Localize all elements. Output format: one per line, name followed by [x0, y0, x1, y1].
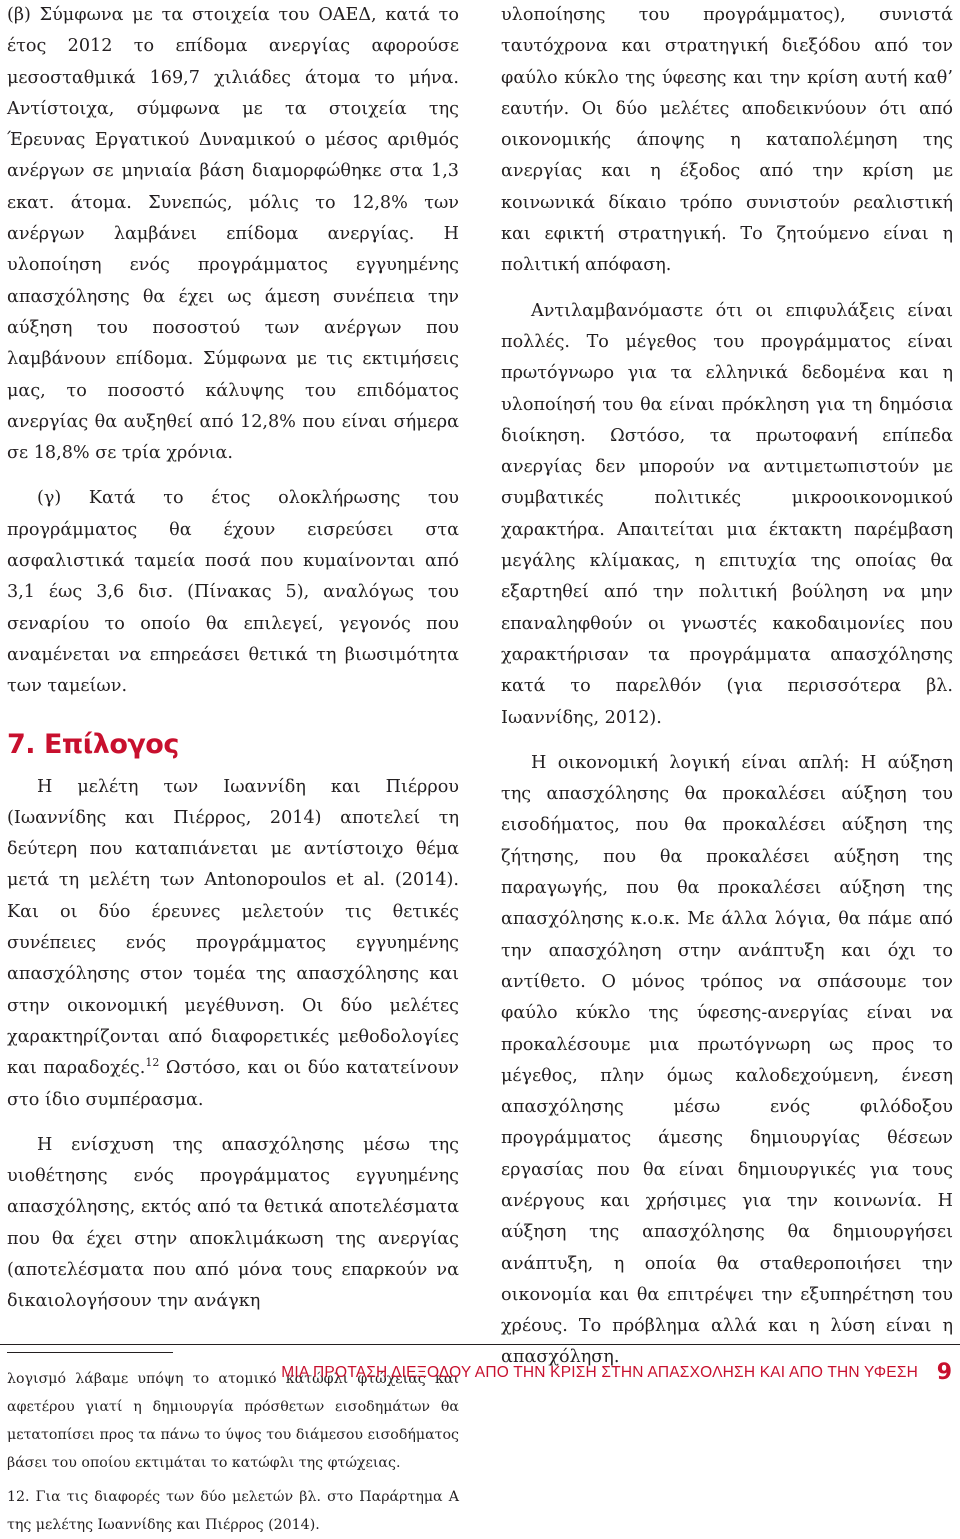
footer-divider	[0, 1344, 960, 1345]
right-column	[501, 0, 953, 1374]
paragraph-studies	[7, 772, 459, 1116]
paragraph-exit-strategy: υλοποίησης του προγράμματος), συνιστά ταυτόχρονα και στρατηγική διεξόδου από τον φαύλο κύκλο της ύφεσης και την κρίση αυτή καθ’ εαυτήν. Οι δύο μελέτες αποδεικνύουν ότι από οικονομικής άποψης η καταπολέμηση της ανεργίας και η έξοδος από την κρίση με κοινωνικά δίκαιο τρόπο συνιστούν ρεαλιστική και εφικτή στρατηγική. Το ζητούμενο είναι η πολιτική απόφαση.	[501, 5, 953, 276]
section-number: 7.	[7, 728, 36, 760]
page-number: 9	[936, 1360, 952, 1385]
footnote-ref-12: 12	[145, 1056, 160, 1070]
paragraph-unemployment-benefit: (β) Σύμφωνα με τα στοιχεία του ΟΑΕΔ, κατά το έτος 2012 το επίδομα ανεργίας αφορούσε μεσοσταθμικά 169,7 χιλιάδες άτομα το μήνα. Αντίστοιχα, σύμφωνα με τα στοιχεία της Έρευνας Εργατικού Δυναμικού ο μέσος αριθμός ανέργων σε μηνιαία βάση διαμορφώθηκε στα 1,3 εκατ. άτομα. Συνεπώς, μόλις το 12,8% των ανέργων λαμβάνει επίδομα ανεργίας. Η υλοποίηση ενός προγράμματος εγγυημένης απασχόλησης θα έχει ως άμεση συνέπεια την αύξηση του ποσοστού των ανέργων που λαμβάνουν επίδομα. Σύμφωνα με τις εκτιμήσεις μας, το ποσοστό κάλυψης του επιδόματος ανεργίας θα αυξηθεί από 12,8% που είναι σήμερα σε 18,8% σε τρία χρόνια.	[7, 5, 459, 464]
footnote-12: 12. Για τις διαφορές των δύο μελετών βλ. στο Παράρτημα Α της μελέτης Ιωαννίδης και Πιέρρος (2014).	[7, 1488, 459, 1533]
running-title: ΜΙΑ ΠΡΟΤΑΣΗ ΔΙΕΞΟΔΟΥ ΑΠΟ ΤΗΝ ΚΡΙΣΗ ΣΤΗΝ ΑΠΑΣΧΟΛΗΣΗ ΚΑΙ ΑΠΟ ΤΗΝ ΥΦΕΣΗ	[281, 1364, 918, 1381]
section-heading	[7, 729, 459, 760]
left-column	[7, 0, 459, 1539]
footnote-divider	[7, 1352, 173, 1353]
paragraph-reservations: Αντιλαμβανόμαστε ότι οι επιφυλάξεις είναι πολλές. Το μέγεθος του προγράμματος είναι πρωτόγνωρο για τα ελληνικά δεδομένα και η υλοποίησή του θα είναι πρόκληση για τη δημόσια διοίκηση. Ωστόσο, τα πρωτοφανή επίπεδα ανεργίας δεν μπορούν να αντιμετωπιστούν με συμβατικές πολιτικές μικροοικονομικού χαρακτήρα. Απαιτείται μια έκτακτη παρέμβαση μεγάλης κλίμακας, η επιτυχία της οποίας θα εξαρτηθεί από την πολιτική βούληση να μην επαναληφθούν οι γνωστές κακοδαιμονίες που χαρακτήρισαν τα προγράμματα απασχόλησης κατά το παρελθόν (για περισσότερα βλ. Ιωαννίδης, 2012).	[501, 300, 953, 728]
paragraph-studies-text-end: Ωστόσο, και οι δύο κατατείνουν στο ίδιο συμπέρασμα.	[7, 1058, 459, 1110]
paragraph-economic-logic: Η οικονομική λογική είναι απλή: Η αύξηση της απασχόλησης θα προκαλέσει αύξηση του εισοδήματος, που θα προκαλέσει αύξηση της ζήτησης, που θα προκαλέσει αύξηση της παραγωγής, που θα προκαλέσει αύξηση της απασχόλησης κ.ο.κ. Με άλλα λόγια, θα πάμε από την απασχόληση στην ανάπτυξη και όχι το αντίθετο. Ο μόνος τρόπος να σπάσουμε τον φαύλο κύκλο της ύφεσης-ανεργίας είναι να προκαλέσουμε μια πρωτόγνωρη ως προς το μέγεθος, πλην όμως καλοδεχούμενη, ένεση απασχόλησης μέσω ενός φιλόδοξου προγράμματος άμεσης δημιουργίας θέσεων εργασίας που θα είναι δημιουργικές για τους ανέργους και χρήσιμες για την κοινωνία. Η αύξηση της απασχόλησης θα δημιουργήσει ανάπτυξη, η οποία θα σταθεροποιήσει την οικονομία και θα επιτρέψει την εξυπηρέτηση του χρέους. Το πρόβλημα αλλά και η λύση είναι η απασχόληση.	[501, 752, 953, 1368]
paragraph-studies-text: Η μελέτη των Ιωαννίδη και Πιέρρου (Ιωαννίδης και Πιέρρος, 2014) αποτελεί τη δεύτερη που καταπιάνεται με αντίστοιχο θέμα μετά τη μελέτη των Antonopoulos et al. (2014). Και οι δύο έρευνες μελετούν τις θετικές συνέπειες ενός προγράμματος εγγυημένης απασχόλησης στον τομέα της απασχόλησης και στην οικονομική μεγέθυνση. Οι δύο μελέτες χαρακτηρίζονται από διαφορετικές μεθοδολογίες και παραδοχές.	[7, 776, 459, 1079]
footnote-continuation: λογισμό λάβαμε υπόψη το ατομικό κατώφλι φτώχειας και αφετέρου γιατί η δημιουργία πρόσθετων εισοδημάτων θα μετατοπίσει προς τα πάνω το ύψος του διάμεσου εισοδήματος βάσει του οποίου εκτιμάται το κατώφλι της φτώχειας.	[7, 1370, 459, 1471]
paragraph-insurance-funds: (γ) Κατά το έτος ολοκλήρωσης του προγράμματος θα έχουν εισρεύσει στα ασφαλιστικά ταμεία ποσά που κυμαίνονται από 3,1 έως 3,6 δισ. (Πίνακας 5), αναλόγως του σεναρίου το οποίο θα επιλεγεί, γεγονός που αναμένεται να επηρεάσει θετικά τη βιωσιμότητα των ταμείων.	[7, 488, 459, 697]
paragraph-employment-boost: Η ενίσχυση της απασχόλησης μέσω της υιοθέτησης ενός προγράμματος εγγυημένης απασχόλησης, εκτός από τα θετικά αποτελέσματα που θα έχει στην αποκλιμάκωση της ανεργίας (αποτελέσματα που από μόνα τους επαρκούν να δικαιολογήσουν την ανάγκη	[7, 1134, 459, 1312]
section-title: Επίλογος	[43, 728, 179, 760]
